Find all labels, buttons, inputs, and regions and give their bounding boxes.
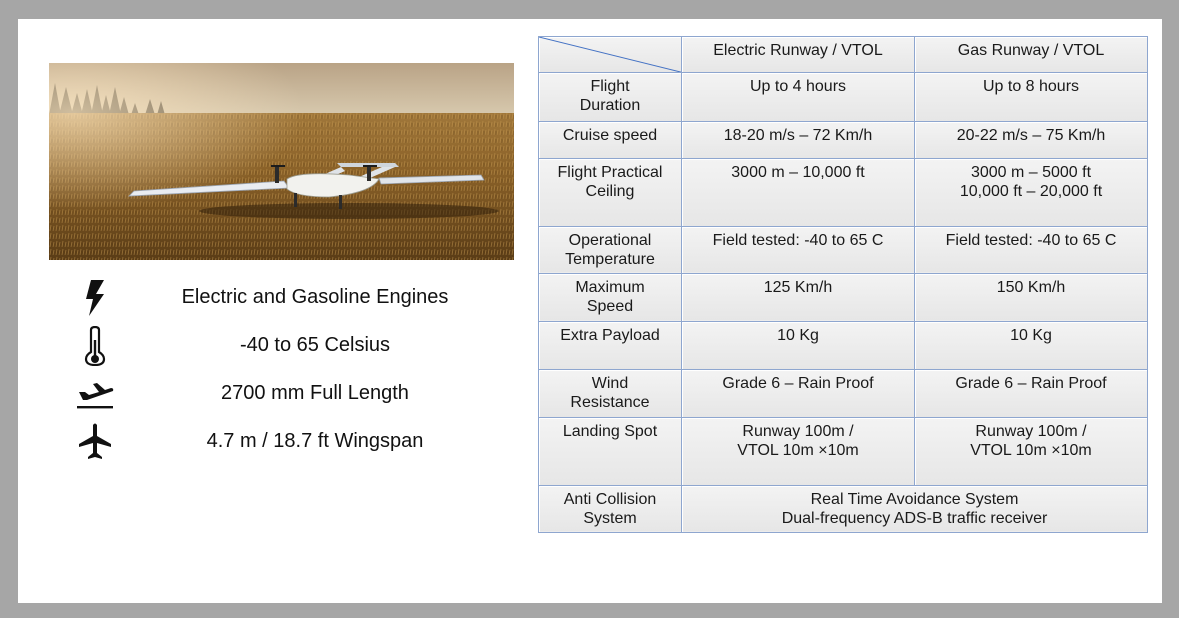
- gas-value: 10 Kg: [915, 322, 1148, 370]
- row-label: Operational Temperature: [539, 226, 682, 273]
- electric-value: 3000 m – 10,000 ft: [682, 159, 915, 226]
- table-row: [539, 226, 1148, 273]
- electric-value: 125 Km/h: [682, 273, 915, 321]
- table-row: [539, 273, 1148, 321]
- lightning-bolt-icon: [70, 278, 120, 318]
- table-row: [539, 322, 1148, 370]
- row-label: Flight Duration: [539, 73, 682, 122]
- row-label: Wind Resistance: [539, 370, 682, 418]
- gas-value: 20-22 m/s – 75 Km/h: [915, 122, 1148, 159]
- electric-value: 10 Kg: [682, 322, 915, 370]
- airplane-icon: [70, 422, 120, 462]
- electric-value: Up to 4 hours: [682, 73, 915, 122]
- feature-text: 4.7 m / 18.7 ft Wingspan: [206, 430, 424, 452]
- gas-value: Field tested: -40 to 65 C: [915, 226, 1148, 273]
- plane-takeoff-icon: [70, 374, 120, 414]
- corner-cell: [539, 37, 682, 73]
- feature-text: -40 to 65 Celsius: [239, 334, 391, 356]
- gas-value: Up to 8 hours: [915, 73, 1148, 122]
- feature-length: [60, 374, 500, 422]
- table-row: [539, 122, 1148, 159]
- spec-table: [538, 36, 1148, 533]
- feature-text: Electric and Gasoline Engines: [181, 286, 449, 308]
- row-label: Maximum Speed: [539, 273, 682, 321]
- gas-value: 150 Km/h: [915, 273, 1148, 321]
- table-row: [539, 418, 1148, 485]
- table-row: [539, 73, 1148, 122]
- gas-value: Grade 6 – Rain Proof: [915, 370, 1148, 418]
- row-label: Landing Spot: [539, 418, 682, 485]
- table-row: [539, 485, 1148, 532]
- drone-photo: [49, 63, 514, 260]
- row-label: Flight Practical Ceiling: [539, 159, 682, 226]
- feature-list: [60, 278, 500, 470]
- header-gas: Gas Runway / VTOL: [915, 37, 1148, 73]
- electric-value: Runway 100m / VTOL 10m ×10m: [682, 418, 915, 485]
- electric-value: Grade 6 – Rain Proof: [682, 370, 915, 418]
- feature-temperature: [60, 326, 500, 374]
- feature-wingspan: [60, 422, 500, 470]
- gas-value: 3000 m – 5000 ft 10,000 ft – 20,000 ft: [915, 159, 1148, 226]
- table-row: [539, 159, 1148, 226]
- gas-value: Runway 100m / VTOL 10m ×10m: [915, 418, 1148, 485]
- header-electric: Electric Runway / VTOL: [682, 37, 915, 73]
- electric-value: 18-20 m/s – 72 Km/h: [682, 122, 915, 159]
- electric-value: Field tested: -40 to 65 C: [682, 226, 915, 273]
- thermometer-icon: [70, 326, 120, 366]
- table-row: [539, 370, 1148, 418]
- feature-engines: [60, 278, 500, 326]
- merged-value: Real Time Avoidance System Dual-frequency ADS-B traffic receiver: [682, 485, 1148, 532]
- row-label: Cruise speed: [539, 122, 682, 159]
- table-header-row: [539, 37, 1148, 73]
- row-label: Extra Payload: [539, 322, 682, 370]
- feature-text: 2700 mm Full Length: [221, 382, 409, 404]
- row-label: Anti Collision System: [539, 485, 682, 532]
